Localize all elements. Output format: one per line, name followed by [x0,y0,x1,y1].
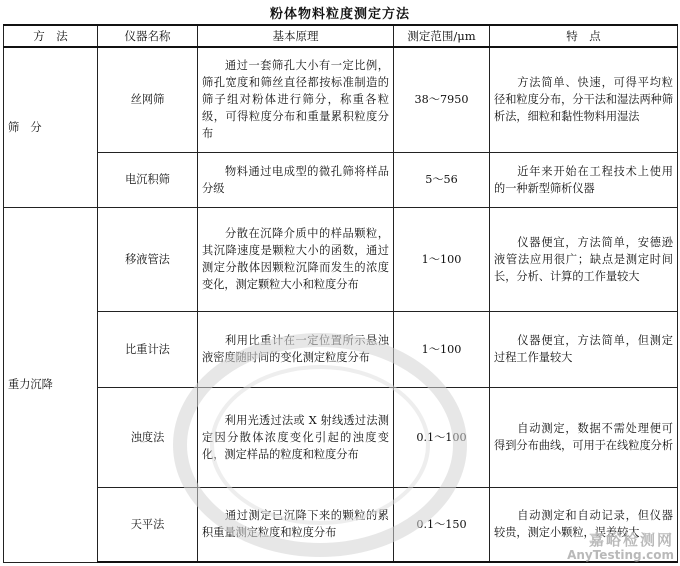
particle-size-table [3,24,678,563]
header-feature: 特 点 [490,25,678,47]
range-cell: 0.1～100 [394,387,490,487]
table-row [4,47,678,152]
instrument-cell: 浊度法 [98,387,198,487]
header-row [4,25,678,47]
table-row [4,311,678,387]
feature-cell: 方法简单、快速，可得平均粒径和粒度分布，分干法和湿法两种筛析法，细粒和黏性物料用湿法 [490,47,678,152]
feature-cell: 自动测定和自动记录，但仪器较贵，测定小颗粒，误差较大 [490,487,678,562]
instrument-cell: 电沉积筛 [98,152,198,207]
range-cell: 0.1～150 [394,487,490,562]
page-title: 粉体物料粒度测定方法 [269,7,410,22]
feature-cell: 自动测定，数据不需处理便可得到分布曲线，可用于在线粒度分析 [490,387,678,487]
principle-cell: 通过一套筛孔大小有一定比例，筛孔宽度和筛丝直径都按标准制造的筛子组对粉体进行筛分，称重各粒级，可得粒度分布和重量累积粒度分布 [198,47,394,152]
table-row [4,152,678,207]
principle-cell: 物料通过电成型的微孔筛将样品分级 [198,152,394,207]
site-watermark [567,529,674,562]
table-row [4,207,678,311]
principle-cell: 通过测定已沉降下来的颗粒的累积重量测定粒度和粒度分布 [198,487,394,562]
instrument-cell: 天平法 [98,487,198,562]
watermark-en: AnyTesting.com [567,548,674,562]
watermark-cn: 嘉峪检测网 [588,531,674,549]
header-method: 方 法 [4,25,98,47]
header-instrument: 仪器名称 [98,25,198,47]
instrument-cell: 比重计法 [98,311,198,387]
range-cell: 5～56 [394,152,490,207]
range-cell: 1～100 [394,311,490,387]
method-group-sedimentation: 重力沉降 [4,207,98,562]
table-row [4,387,678,487]
instrument-cell: 丝网筛 [98,47,198,152]
range-cell: 38～7950 [394,47,490,152]
feature-cell: 近年来开始在工程技术上使用的一种新型筛析仪器 [490,152,678,207]
header-principle: 基本原理 [198,25,394,47]
header-range: 测定范围/μm [394,25,490,47]
principle-cell: 利用比重计在一定位置所示悬浊液密度随时间的变化测定粒度分布 [198,311,394,387]
principle-cell: 利用光透过法或 X 射线透过法测定因分散体浓度变化引起的浊度变化，测定样品的粒度和粒度分布 [198,387,394,487]
range-cell: 1～100 [394,207,490,311]
feature-cell: 仪器便宜，方法简单，但测定过程工作量较大 [490,311,678,387]
instrument-cell: 移液管法 [98,207,198,311]
principle-cell: 分散在沉降介质中的样品颗粒，其沉降速度是颗粒大小的函数，通过测定分散体因颗粒沉降而发生的浓度变化，测定颗粒大小和粒度分布 [198,207,394,311]
feature-cell: 仪器便宜，方法简单，安德逊液管法应用很广；缺点是测定时间长，分析、计算的工作量较大 [490,207,678,311]
method-group-sieving: 筛 分 [4,47,98,207]
